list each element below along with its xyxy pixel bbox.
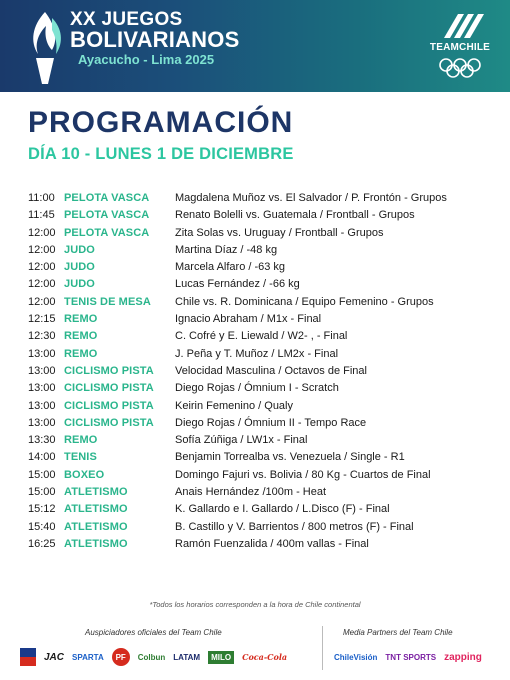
timezone-note: *Todos los horarios corresponden a la hora de Chile continental	[149, 600, 361, 609]
event-sport: PELOTA VASCA	[64, 226, 150, 239]
event-description: Lucas Fernández / -66 kg	[175, 278, 300, 291]
event-sport: CICLISMO PISTA	[64, 399, 154, 412]
event-time: 11:45	[28, 209, 55, 222]
partners-label: Media Partners del Team Chile	[343, 628, 453, 637]
schedule-row	[28, 242, 488, 259]
event-description: Sofía Zúñiga / LW1x - Final	[175, 434, 308, 447]
event-time: 13:00	[28, 347, 56, 360]
schedule-row	[28, 467, 488, 484]
event-time: 12:00	[28, 261, 56, 274]
event-time: 13:00	[28, 416, 56, 429]
event-sport: PELOTA VASCA	[64, 209, 150, 222]
event-description: Zita Solas vs. Uruguay / Frontball - Grupos	[175, 226, 384, 239]
event-time: 15:00	[28, 486, 56, 499]
schedule-row	[28, 363, 488, 380]
event-time: 15:12	[28, 503, 56, 516]
sponsor-pf: PF	[112, 648, 130, 666]
sponsor-jac: JAC	[44, 651, 65, 663]
event-description: K. Gallardo e I. Gallardo / L.Disco (F) - Final	[175, 503, 390, 516]
team-chile-wordmark: TEAMCHILE	[429, 42, 491, 53]
event-description: Martina Díaz / -48 kg	[175, 243, 278, 256]
page-title: PROGRAMACIÓN	[28, 106, 294, 139]
event-sport: JUDO	[64, 243, 95, 256]
sponsor-colbun: Colbun	[137, 652, 166, 662]
event-description: Anais Hernández /100m - Heat	[175, 486, 327, 499]
event-sport: TENIS DE MESA	[64, 295, 151, 308]
sponsor-logos	[20, 646, 295, 668]
event-time: 12:00	[28, 278, 56, 291]
event-description: Chile vs. R. Dominicana / Equipo Femenino - Grupos	[175, 295, 434, 308]
event-description: Magdalena Muñoz vs. El Salvador / P. Frontón - Grupos	[175, 192, 447, 204]
event-description: Velocidad Masculina / Octavos de Final	[175, 364, 367, 377]
header-banner	[0, 0, 510, 92]
event-sport: REMO	[64, 434, 98, 447]
event-sport: REMO	[64, 330, 98, 343]
games-torch-logo	[22, 8, 68, 86]
schedule-row	[28, 519, 488, 536]
team-chile-logo	[424, 10, 496, 80]
partner-chilevision: ChileVisión	[334, 652, 378, 662]
event-time: 13:30	[28, 434, 56, 447]
event-sport: REMO	[64, 313, 98, 326]
schedule-row	[28, 501, 488, 518]
event-sport: ATLETISMO	[64, 520, 128, 533]
schedule-row	[28, 207, 488, 224]
event-sport: ATLETISMO	[64, 503, 128, 516]
schedule-list	[28, 190, 488, 553]
chile-government-logo	[20, 648, 36, 666]
event-description: Ramón Fuenzalida / 400m vallas - Final	[175, 537, 369, 550]
event-time: 12:00	[28, 243, 56, 256]
schedule-row	[28, 259, 488, 276]
event-description: B. Castillo y V. Barrientos / 800 metros (F) - Final	[175, 520, 414, 533]
sponsor-latam: LATAM	[173, 652, 201, 662]
partner-tnt-sports: TNT SPORTS	[385, 652, 437, 662]
event-description: Marcela Alfaro / -63 kg	[175, 261, 286, 274]
event-sport: TENIS	[64, 451, 97, 464]
schedule-row	[28, 328, 488, 345]
event-time: 16:25	[28, 537, 56, 550]
event-description: Keirin Femenino / Qualy	[175, 399, 293, 412]
event-sport: CICLISMO PISTA	[64, 416, 154, 429]
event-time: 11:00	[28, 192, 55, 204]
event-description: Ignacio Abraham / M1x - Final	[175, 313, 322, 326]
schedule-row	[28, 432, 488, 449]
event-time: 12:00	[28, 226, 56, 239]
event-sport: CICLISMO PISTA	[64, 382, 154, 395]
sponsor-sparta: SPARTA	[72, 652, 104, 662]
event-description: J. Peña y T. Muñoz / LM2x - Final	[175, 347, 339, 360]
event-time: 15:00	[28, 468, 56, 481]
partner-zapping: zapping	[444, 651, 482, 663]
schedule-row	[28, 190, 488, 207]
event-description: C. Cofré y E. Liewald / W2- , - Final	[175, 330, 348, 343]
event-sport: ATLETISMO	[64, 537, 128, 550]
footer-divider	[322, 626, 323, 670]
event-sport: JUDO	[64, 261, 95, 274]
event-time: 12:30	[28, 330, 56, 343]
event-sport: REMO	[64, 347, 98, 360]
sponsors-label: Auspiciadores oficiales del Team Chile	[85, 628, 222, 637]
schedule-row	[28, 380, 488, 397]
event-sport: JUDO	[64, 278, 95, 291]
schedule-row	[28, 276, 488, 293]
event-sport: ATLETISMO	[64, 486, 128, 499]
event-time: 14:00	[28, 451, 56, 464]
schedule-row	[28, 311, 488, 328]
event-time: 13:00	[28, 364, 56, 377]
partner-logos	[334, 646, 490, 668]
event-time: 13:00	[28, 382, 56, 395]
schedule-row	[28, 415, 488, 432]
sponsor-milo: MILO	[208, 651, 234, 664]
team-chile-emblem-icon	[424, 10, 496, 40]
event-description: Diego Rojas / Ómnium I - Scratch	[175, 382, 339, 395]
schedule-row	[28, 398, 488, 415]
event-description: Renato Bolelli vs. Guatemala / Frontball - Grupos	[175, 209, 415, 222]
event-time: 12:00	[28, 295, 56, 308]
olympic-rings-icon	[424, 56, 496, 80]
sponsor-coca-cola: Coca-Cola	[242, 652, 288, 662]
event-time: 13:00	[28, 399, 56, 412]
schedule-row	[28, 225, 488, 242]
schedule-row	[28, 484, 488, 501]
schedule-row	[28, 294, 488, 311]
event-description: Domingo Fajuri vs. Bolivia / 80 Kg - Cuartos de Final	[175, 468, 431, 481]
event-description: Benjamin Torrealba vs. Venezuela / Single - R1	[175, 451, 405, 464]
event-sport: PELOTA VASCA	[64, 192, 150, 204]
event-time: 15:40	[28, 520, 56, 533]
header-line-1: XX JUEGOS	[70, 9, 183, 30]
schedule-row	[28, 346, 488, 363]
event-sport: CICLISMO PISTA	[64, 364, 154, 377]
header-line-3: Ayacucho - Lima 2025	[78, 52, 215, 67]
event-sport: BOXEO	[64, 468, 105, 481]
schedule-row	[28, 536, 488, 553]
event-description: Diego Rojas / Ómnium II - Tempo Race	[175, 416, 367, 429]
schedule-row	[28, 449, 488, 466]
event-time: 12:15	[28, 313, 56, 326]
header-line-2: BOLIVARIANOS	[70, 27, 240, 52]
page-subtitle: DÍA 10 - LUNES 1 DE DICIEMBRE	[28, 145, 294, 163]
